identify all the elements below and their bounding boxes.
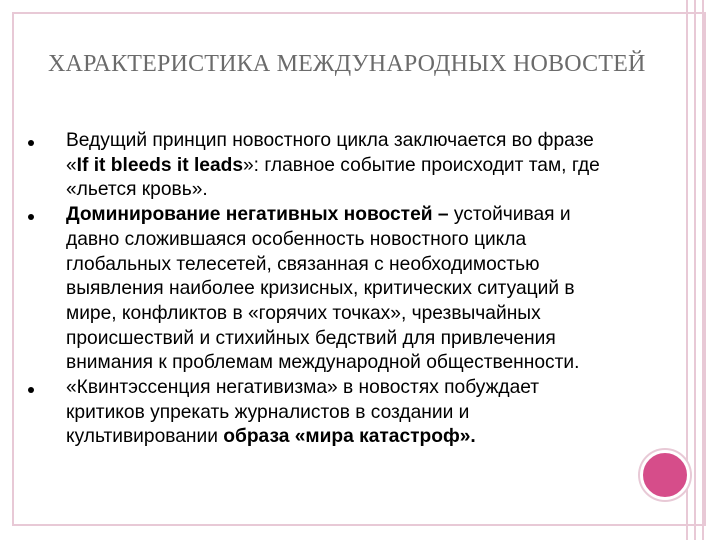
- decorative-side-band: [686, 0, 706, 540]
- list-item: [28, 129, 608, 203]
- bullet-3-text-pre: «Квинтэссенция негативизма» в новостях побуждает критиков упрекать журналистов в создании и культивировании: [66, 377, 540, 448]
- list-item: [28, 203, 608, 376]
- bullet-2-text-post: устойчивая и давно сложившаяся особенность новостного цикла глобальных телесетей, связанная с необходимостью выявления наиболее кризисных, критических ситуаций в мире, конфликтов в «горячих точках», чрезвычайных происшествий и стихийных бедствий для привлечения внимания к проблемам международной общественности.: [66, 204, 580, 374]
- bullet-list: [28, 129, 608, 450]
- list-item: [28, 376, 608, 450]
- bullet-2-text-bold: Доминирование негативных новостей –: [66, 204, 449, 226]
- bullet-3-text-bold: образа «мира катастроф».: [223, 426, 476, 448]
- bullet-dot-icon: [28, 387, 34, 393]
- decorative-circle: [640, 450, 690, 500]
- bullet-1-text-post: »: главное событие происходит там, где «льется кровь».: [66, 154, 600, 201]
- bullet-1-text-bold: If it bleeds it leads: [76, 154, 244, 176]
- bullet-dot-icon: [28, 214, 34, 220]
- slide-title: ХАРАКТЕРИСТИКА МЕЖДУНАРОДНЫХ НОВОСТЕЙ: [48, 51, 646, 77]
- bullet-dot-icon: [28, 140, 34, 146]
- bullet-1-text-pre: Ведущий принцип новостного цикла заключается во фразе «: [66, 130, 594, 176]
